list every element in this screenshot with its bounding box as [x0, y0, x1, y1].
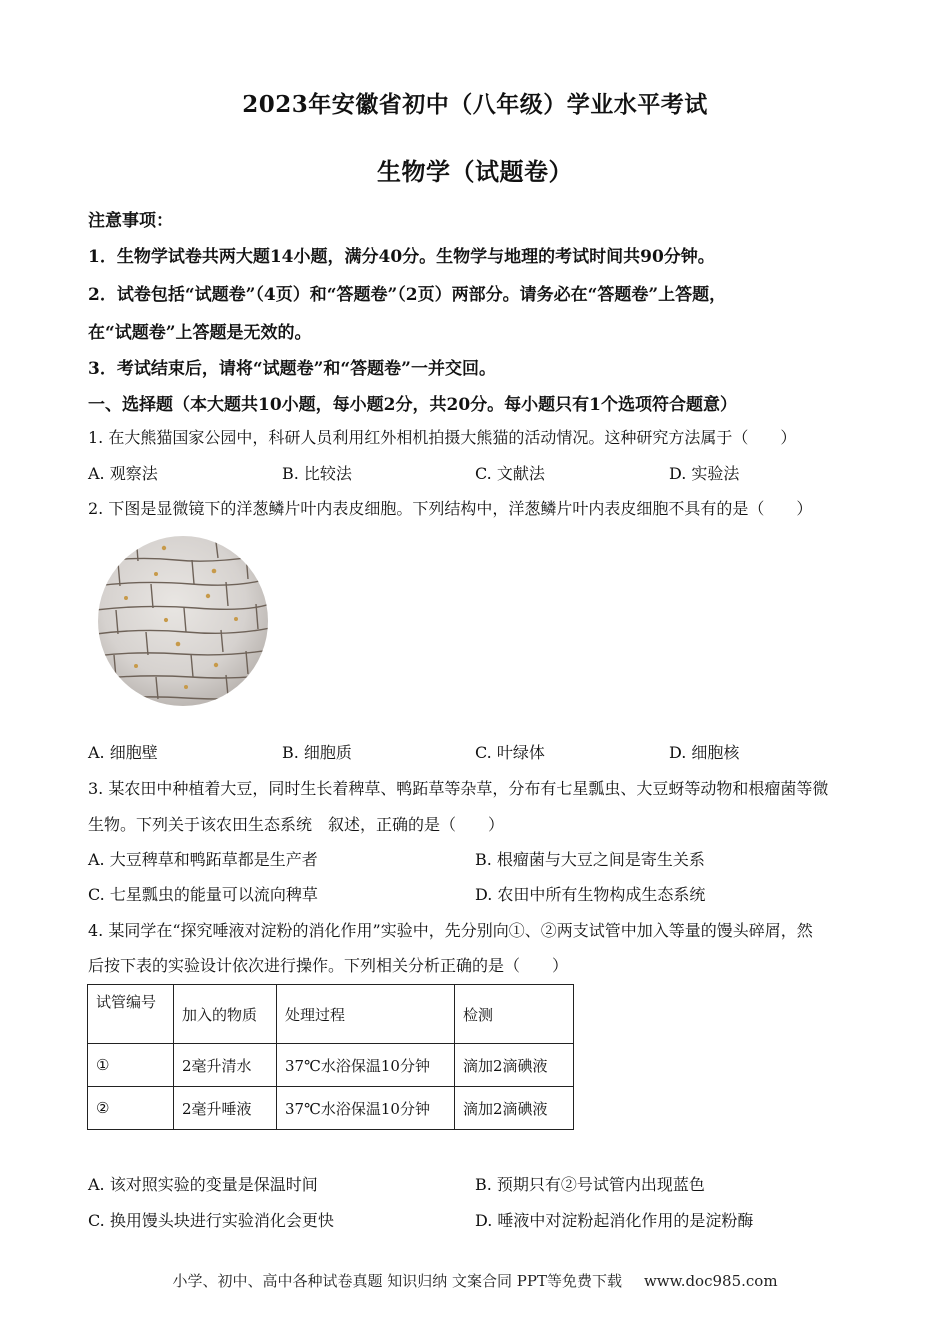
q4-option-b: B. 预期只有②号试管内出现蓝色	[475, 1175, 705, 1194]
onion-cell-micrograph	[96, 534, 270, 708]
experiment-table	[87, 984, 574, 1130]
table-row	[88, 1087, 574, 1130]
notice-item-2b: 在“试题卷”上答题是无效的。	[88, 323, 312, 343]
q1-option-d: D. 实验法	[669, 464, 740, 483]
section-heading: 一、选择题（本大题共10小题，每小题2分，共20分。每小题只有1个选项符合题意）	[88, 395, 737, 415]
q2-stem: 2. 下图是显微镜下的洋葱鳞片叶内表皮细胞。下列结构中，洋葱鳞片叶内表皮细胞不具有的是（ ）	[88, 499, 813, 518]
q1-option-c: C. 文献法	[475, 464, 545, 483]
q2-option-b: B. 细胞质	[282, 743, 352, 762]
q3-option-b: B. 根瘤菌与大豆之间是寄生关系	[475, 850, 705, 869]
q2-option-a: A. 细胞壁	[88, 743, 158, 762]
table-header-cell: 检测	[455, 985, 574, 1044]
table-cell: 滴加2滴碘液	[455, 1044, 574, 1087]
q1-stem: 1. 在大熊猫国家公园中，科研人员利用红外相机拍摄大熊猫的活动情况。这种研究方法属于（ ）	[88, 428, 797, 447]
notice-item-1: 1．生物学试卷共两大题14小题，满分40分。生物学与地理的考试时间共90分钟。	[88, 247, 715, 267]
q4-option-c: C. 换用馒头块进行实验消化会更快	[88, 1211, 334, 1230]
table-header-row	[88, 985, 574, 1044]
notice-item-3: 3．考试结束后，请将“试题卷”和“答题卷”一并交回。	[88, 359, 496, 379]
footer	[0, 1270, 950, 1291]
q3-option-c: C. 七星瓢虫的能量可以流向稗草	[88, 885, 318, 904]
q3-stem-line1: 3. 某农田中种植着大豆，同时生长着稗草、鸭跖草等杂草，分布有七星瓢虫、大豆蚜等动物和根瘤菌等微	[88, 779, 829, 798]
exam-title: 2023年安徽省初中（八年级）学业水平考试	[242, 91, 708, 118]
table-row	[88, 1044, 574, 1087]
table-cell: 滴加2滴碘液	[455, 1087, 574, 1130]
exam-subtitle: 生物学（试题卷）	[377, 157, 573, 186]
footer-link[interactable]: www.doc985.com	[643, 1272, 778, 1290]
notice-heading: 注意事项：	[88, 211, 173, 231]
q1-option-b: B. 比较法	[282, 464, 352, 483]
q2-option-d: D. 细胞核	[669, 743, 740, 762]
q3-stem-line2: 生物。下列关于该农田生态系统 叙述，正确的是（ ）	[88, 815, 505, 834]
q3-option-a: A. 大豆稗草和鸭跖草都是生产者	[88, 850, 318, 869]
q4-option-a: A. 该对照实验的变量是保温时间	[88, 1175, 318, 1194]
table-cell: ①	[88, 1044, 174, 1087]
table-header-cell: 试管编号	[88, 985, 174, 1044]
q4-stem-line2: 后按下表的实验设计依次进行操作。下列相关分析正确的是（ ）	[88, 956, 569, 975]
table-cell: 37℃水浴保温10分钟	[277, 1087, 455, 1130]
notice-item-2a: 2．试卷包括“试题卷”（4页）和“答题卷”（2页）两部分。请务必在“答题卷”上答题，	[88, 285, 727, 305]
q4-option-d: D. 唾液中对淀粉起消化作用的是淀粉酶	[475, 1211, 754, 1230]
table-cell: 2毫升清水	[174, 1044, 277, 1087]
table-cell: 37℃水浴保温10分钟	[277, 1044, 455, 1087]
table-header-cell: 处理过程	[277, 985, 455, 1044]
table-cell: ②	[88, 1087, 174, 1130]
q2-option-c: C. 叶绿体	[475, 743, 545, 762]
table-cell: 2毫升唾液	[174, 1087, 277, 1130]
q1-option-a: A. 观察法	[88, 464, 158, 483]
q4-stem-line1: 4. 某同学在“探究唾液对淀粉的消化作用”实验中，先分别向①、②两支试管中加入等量的馒头碎屑，然	[88, 921, 813, 940]
q3-option-d: D. 农田中所有生物构成生态系统	[475, 885, 706, 904]
footer-text: 小学、初中、高中各种试卷真题 知识归纳 文案合同 PPT等免费下载	[172, 1272, 622, 1290]
table-header-cell: 加入的物质	[174, 985, 277, 1044]
